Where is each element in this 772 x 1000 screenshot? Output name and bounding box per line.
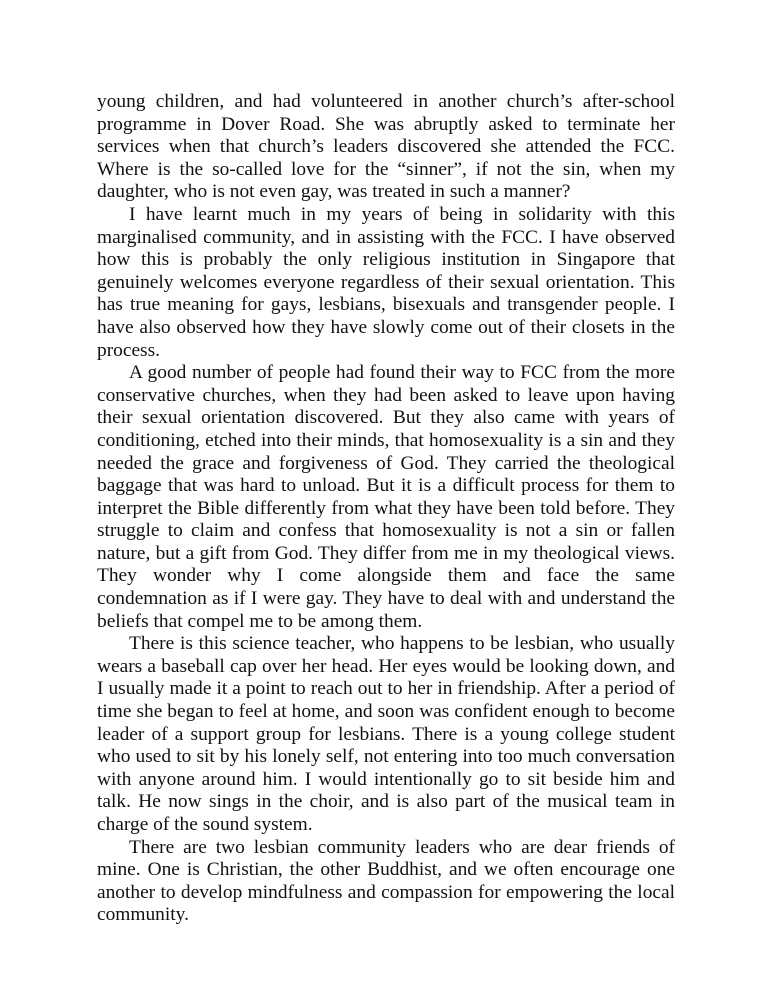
paragraph: There is this science teacher, who happens to be lesbian, who usually wears a baseball cap over her head. Her eyes would be looking down, and I usually made it a point to reach out to her in friendship. After a period of time she began to feel at home, and soon was confident enough to become leader of a support group for lesbians. There is a young college student who used to sit by his lonely self, not entering into too much conversation with anyone around him. I would intentionally go to sit beside him and talk. He now sings in the choir, and is also part of the musical team in charge of the sound system. — [97, 633, 675, 835]
page-body — [97, 91, 675, 927]
paragraph: young children, and had volunteered in another church’s after-school programme in Dover Road. She was abruptly asked to terminate her services when that church’s leaders discovered she attended the FCC. Where is the so-called love for the “sinner”, if not the sin, when my daughter, who is not even gay, was treated in such a manner? — [97, 91, 675, 203]
paragraph: A good number of people had found their way to FCC from the more conservative churches, when they had been asked to leave upon having their sexual orientation discovered. But they also came with years of conditioning, etched into their minds, that homosexuality is a sin and they needed the grace and forgiveness of God. They carried the theological baggage that was hard to unload. But it is a difficult process for them to interpret the Bible differently from what they have been told before. They struggle to claim and confess that homosexuality is not a sin or fallen nature, but a gift from God. They differ from me in my theological views. They wonder why I come alongside them and face the same condemnation as if I were gay. They have to deal with and understand the beliefs that compel me to be among them. — [97, 362, 675, 632]
paragraph: There are two lesbian community leaders who are dear friends of mine. One is Christian, the other Buddhist, and we often encourage one another to develop mindfulness and compassion for empowering the local community. — [97, 836, 675, 926]
paragraph: I have learnt much in my years of being in solidarity with this marginalised community, and in assisting with the FCC. I have observed how this is probably the only religious institution in Singapore that genuinely welcomes everyone regardless of their sexual orientation. This has true meaning for gays, lesbians, bisexuals and transgender people. I have also observed how they have slowly come out of their closets in the process. — [97, 203, 675, 361]
